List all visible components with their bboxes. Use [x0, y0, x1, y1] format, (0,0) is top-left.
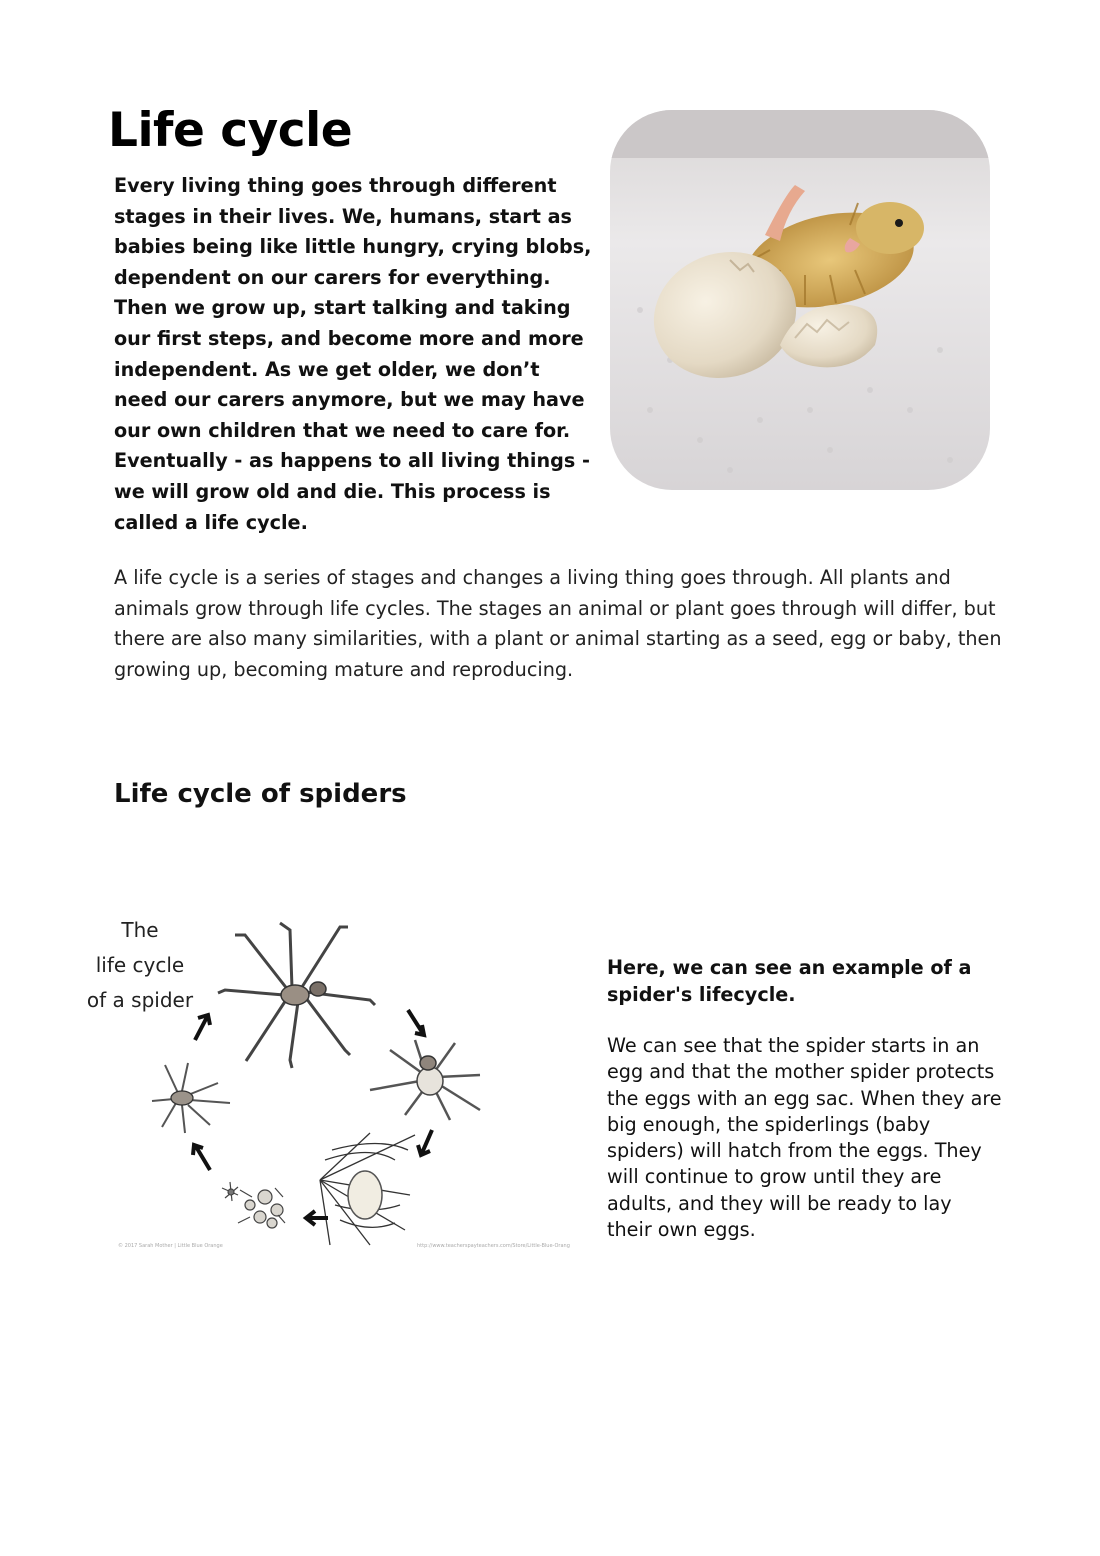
spiderlings-icon [238, 1188, 285, 1228]
diagram-title-line-1: The [121, 918, 159, 942]
tiny-spider-icon [222, 1182, 238, 1201]
intro-paragraph: Every living thing goes through different stages in their lives. We, humans, start as babies being like little hungry, crying blobs, dependent on our carers for everything. Then we grow up, start talking and taking our first steps, and become more and more independent. As we get older, we don’t need our carers anymore, but we may have our own children that we need to care for. Eventually - as happens to all living things - we will grow old and die. This process is called a life cycle. [114, 174, 592, 534]
arrow-up-left-icon [193, 1145, 210, 1170]
diagram-caption-heading: Here, we can see an example of a spider's lifecycle. [607, 956, 972, 1006]
arrow-up-right-icon [195, 1015, 210, 1040]
section-heading: Life cycle of spiders [114, 779, 407, 809]
diagram-caption-body: We can see that the spider starts in an egg and that the mother spider protects the eggs with an egg sac. When they are big enough, the spiderlings (baby spiders) will hatch from the eggs. They will continue to grow until they are adults, and they will be ready to lay their own eggs. [607, 1034, 1002, 1242]
diagram-title-line-3: of a spider [86, 988, 194, 1012]
spider-life-cycle-diagram [70, 905, 570, 1250]
arrow-down-icon [418, 1130, 432, 1155]
page-title: Life cycle [108, 103, 353, 158]
life-cycle-definition-paragraph: A life cycle is a series of stages and changes a living thing goes through. All plants and animals grow through life cycles. The stages an animal or plant goes through will differ, but there are also many similarities, with a plant or animal starting as a seed, egg or baby, then growing up, becoming mature and reproducing. [114, 566, 1002, 681]
diagram-footer-right: http://www.teacherspayteachers.com/Store/Little-Blue-Orange [417, 1243, 570, 1249]
arrow-down-right-icon [408, 1010, 424, 1035]
diagram-footer-left: © 2017 Sarah Mother | Little Blue Orange [118, 1243, 223, 1249]
hatching-chick-photo [610, 110, 990, 490]
diagram-title-line-2: life cycle [95, 953, 185, 977]
egg-sac [348, 1171, 382, 1219]
